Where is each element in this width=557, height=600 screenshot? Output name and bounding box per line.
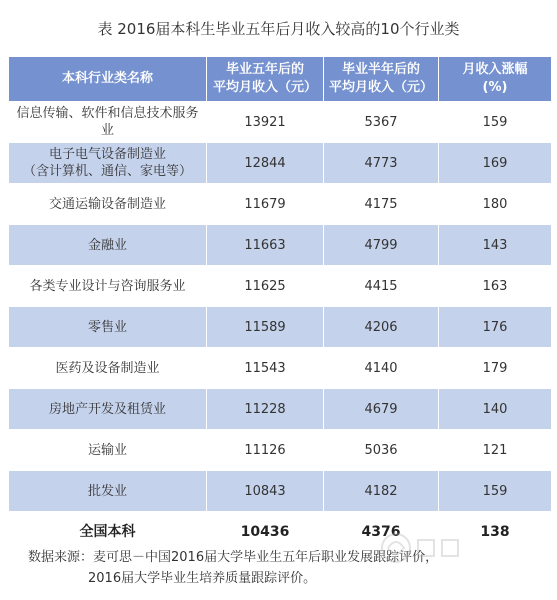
growth-cell: 169 [439, 143, 552, 184]
growth-cell: 179 [439, 348, 552, 389]
source-line-1: 数据来源：麦可思－中国2016届大学毕业生五年后职业发展跟踪评价， [28, 550, 439, 565]
table-row [9, 307, 552, 348]
growth-cell: 163 [439, 266, 552, 307]
table-row [9, 471, 552, 512]
income-5yr-cell: 12844 [207, 143, 324, 184]
income-5yr-cell: 13921 [207, 102, 324, 143]
income-half-yr-cell: 4182 [324, 471, 439, 512]
income-half-yr-cell: 5367 [324, 102, 439, 143]
industry-cell: 零售业 [9, 307, 207, 348]
header-income-5yr: 毕业五年后的 平均月收入（元） [207, 57, 324, 102]
income-half-yr-cell: 4175 [324, 184, 439, 225]
income-half-yr-cell: 4773 [324, 143, 439, 184]
income-5yr-cell: 11543 [207, 348, 324, 389]
income-5yr-cell: 11589 [207, 307, 324, 348]
income-half-yr-cell: 4140 [324, 348, 439, 389]
industry-cell: 医药及设备制造业 [9, 348, 207, 389]
industry-cell: 批发业 [9, 471, 207, 512]
income-5yr-cell: 11126 [207, 430, 324, 471]
income-half-yr-cell: 4679 [324, 389, 439, 430]
income-table [8, 56, 552, 553]
total-income-half-yr-cell: 4376 [324, 512, 439, 553]
growth-cell: 121 [439, 430, 552, 471]
watermark-logo [378, 528, 498, 568]
table-row [9, 266, 552, 307]
total-income-5yr-cell: 10436 [207, 512, 324, 553]
income-half-yr-cell: 4799 [324, 225, 439, 266]
header-industry: 本科行业类名称 [9, 57, 207, 102]
header-income-half-yr: 毕业半年后的 平均月收入（元） [324, 57, 439, 102]
table-row [9, 348, 552, 389]
table-header [9, 57, 552, 102]
industry-cell: 各类专业设计与咨询服务业 [9, 266, 207, 307]
table-row [9, 143, 552, 184]
table-row [9, 430, 552, 471]
income-5yr-cell: 11679 [207, 184, 324, 225]
income-half-yr-cell: 4206 [324, 307, 439, 348]
income-half-yr-cell: 4415 [324, 266, 439, 307]
source-line-2: 2016届大学毕业生培养质量跟踪评价。 [88, 571, 317, 586]
industry-cell: 电子电气设备制造业 （含计算机、通信、家电等） [9, 143, 207, 184]
industry-cell: 信息传输、软件和信息技术服务业 [9, 102, 207, 143]
growth-cell: 159 [439, 471, 552, 512]
income-5yr-cell: 11663 [207, 225, 324, 266]
table-row [9, 389, 552, 430]
table-body [9, 102, 552, 553]
industry-cell: 交通运输设备制造业 [9, 184, 207, 225]
growth-cell: 180 [439, 184, 552, 225]
growth-cell: 176 [439, 307, 552, 348]
table-title: 表 2016届本科生毕业五年后月收入较高的10个行业类 [97, 20, 460, 38]
income-5yr-cell: 11228 [207, 389, 324, 430]
growth-cell: 159 [439, 102, 552, 143]
total-growth-cell: 138 [439, 512, 552, 553]
industry-cell: 运输业 [9, 430, 207, 471]
header-growth: 月收入涨幅 (%) [439, 57, 552, 102]
income-5yr-cell: 11625 [207, 266, 324, 307]
income-half-yr-cell: 5036 [324, 430, 439, 471]
income-5yr-cell: 10843 [207, 471, 324, 512]
table-row [9, 184, 552, 225]
table-row [9, 102, 552, 143]
total-industry-cell: 全国本科 [9, 512, 207, 553]
industry-cell: 金融业 [9, 225, 207, 266]
growth-cell: 143 [439, 225, 552, 266]
table-row [9, 225, 552, 266]
industry-cell: 房地产开发及租赁业 [9, 389, 207, 430]
growth-cell: 140 [439, 389, 552, 430]
